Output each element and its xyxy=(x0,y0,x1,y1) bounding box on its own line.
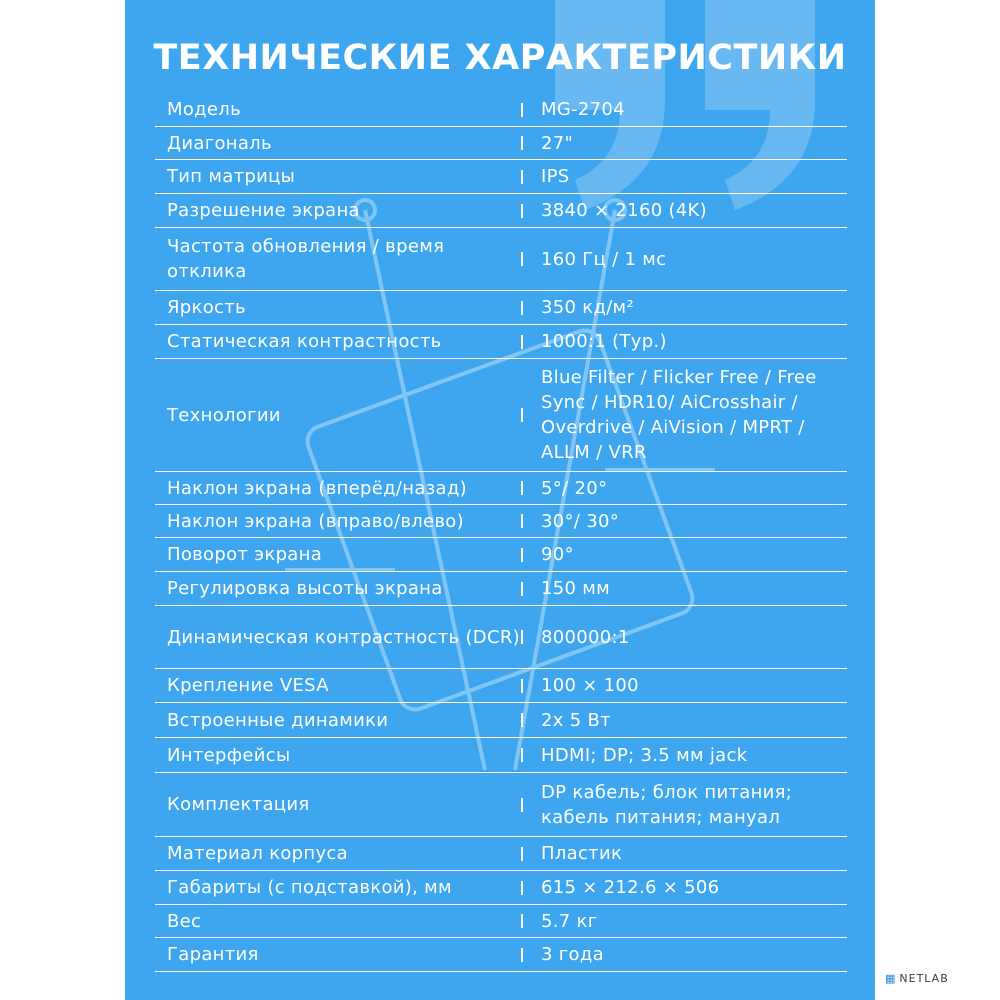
spec-row xyxy=(155,703,847,738)
spec-row xyxy=(155,905,847,938)
separator xyxy=(521,103,523,117)
spec-row xyxy=(155,938,847,972)
separator xyxy=(521,408,523,422)
separator xyxy=(521,881,523,895)
spec-row xyxy=(155,359,847,472)
spec-key: Тип матрицы xyxy=(167,166,296,187)
spec-key: Наклон экрана (вперёд/назад) xyxy=(167,477,467,499)
spec-row xyxy=(155,127,847,160)
separator xyxy=(521,514,523,528)
spec-value: 3840 × 2160 (4K) xyxy=(541,200,707,221)
spec-key: Диагональ xyxy=(167,132,272,154)
separator xyxy=(521,301,523,315)
spec-key: Поворот экрана xyxy=(167,544,323,565)
separator xyxy=(521,204,523,218)
spec-value: 5°/ 20° xyxy=(541,477,608,499)
separator xyxy=(521,136,523,150)
spec-value: 800000:1 xyxy=(541,626,630,648)
spec-row xyxy=(155,572,847,606)
spec-key: Встроенные динамики xyxy=(167,709,389,731)
spec-row xyxy=(155,669,847,703)
spec-row xyxy=(155,837,847,871)
spec-row xyxy=(155,738,847,773)
spec-key: Регулировка высоты экрана xyxy=(167,578,443,599)
separator xyxy=(521,679,523,693)
spec-key: Наклон экрана (вправо/влево) xyxy=(167,510,464,532)
netlab-watermark xyxy=(885,972,949,985)
spec-value: 160 Гц / 1 мс xyxy=(541,248,667,270)
spec-key: Габариты (с подставкой), мм xyxy=(167,877,452,898)
spec-value: 27" xyxy=(541,132,574,154)
spec-key: Модель xyxy=(167,99,241,120)
spec-value: 350 кд/м² xyxy=(541,297,634,318)
separator xyxy=(521,481,523,495)
spec-row xyxy=(155,291,847,325)
spec-sheet-panel xyxy=(125,0,875,1000)
spec-key: Динамическая контрастность (DCR) xyxy=(167,626,520,648)
page-title: ТЕХНИЧЕСКИЕ ХАРАКТЕРИСТИКИ xyxy=(153,38,847,78)
separator xyxy=(521,335,523,349)
spec-value: 2x 5 Вт xyxy=(541,709,611,731)
separator xyxy=(521,170,523,184)
spec-key: Интерфейсы xyxy=(167,744,291,766)
separator xyxy=(521,914,523,928)
spec-value: HDMI; DP; 3.5 мм jack xyxy=(541,744,748,766)
spec-key: Комплектация xyxy=(167,794,310,815)
spec-key: Технологии xyxy=(167,404,281,426)
spec-key: Гарантия xyxy=(167,944,259,965)
spec-value: 100 × 100 xyxy=(541,675,639,696)
separator xyxy=(521,548,523,562)
spec-key: Частота обновления / время отклика xyxy=(167,236,445,282)
netlab-label: NETLAB xyxy=(899,972,949,985)
spec-value: 3 года xyxy=(541,944,604,965)
spec-row xyxy=(155,93,847,127)
spec-row xyxy=(155,505,847,538)
spec-row xyxy=(155,538,847,572)
spec-key: Вес xyxy=(167,910,202,932)
spec-row xyxy=(155,194,847,228)
separator xyxy=(521,713,523,727)
spec-value: Blue Filter / Flicker Free / Free Sync / HDR10/ AiCrosshair / Overdrive / AiVision / MPRT / ALLM / VRR xyxy=(541,367,817,463)
spec-key: Разрешение экрана xyxy=(167,200,360,221)
separator xyxy=(521,252,523,266)
spec-row xyxy=(155,160,847,194)
separator xyxy=(521,798,523,812)
spec-key: Материал корпуса xyxy=(167,843,348,864)
spec-row xyxy=(155,325,847,359)
spec-value: IPS xyxy=(541,166,570,187)
spec-row xyxy=(155,871,847,905)
netlab-logo-icon: ▦ xyxy=(885,972,897,985)
spec-key: Статическая контрастность xyxy=(167,331,442,352)
spec-value: DP кабель; блок питания; кабель питания; мануал xyxy=(541,781,793,828)
separator xyxy=(521,948,523,962)
spec-value: 90° xyxy=(541,544,574,565)
separator xyxy=(521,748,523,762)
spec-value: 1000:1 (Тур.) xyxy=(541,331,667,352)
spec-key: Крепление VESA xyxy=(167,675,329,696)
spec-value: 615 × 212.6 × 506 xyxy=(541,877,720,898)
spec-table xyxy=(155,93,847,972)
spec-row xyxy=(155,773,847,837)
spec-value: 30°/ 30° xyxy=(541,510,619,532)
spec-value: 150 мм xyxy=(541,578,611,599)
separator xyxy=(521,630,523,644)
spec-value: MG-2704 xyxy=(541,99,625,120)
spec-value: Пластик xyxy=(541,843,623,864)
separator xyxy=(521,847,523,861)
spec-row xyxy=(155,228,847,291)
spec-row xyxy=(155,606,847,669)
separator xyxy=(521,582,523,596)
spec-row xyxy=(155,472,847,505)
spec-value: 5.7 кг xyxy=(541,910,598,932)
spec-key: Яркость xyxy=(167,297,246,318)
